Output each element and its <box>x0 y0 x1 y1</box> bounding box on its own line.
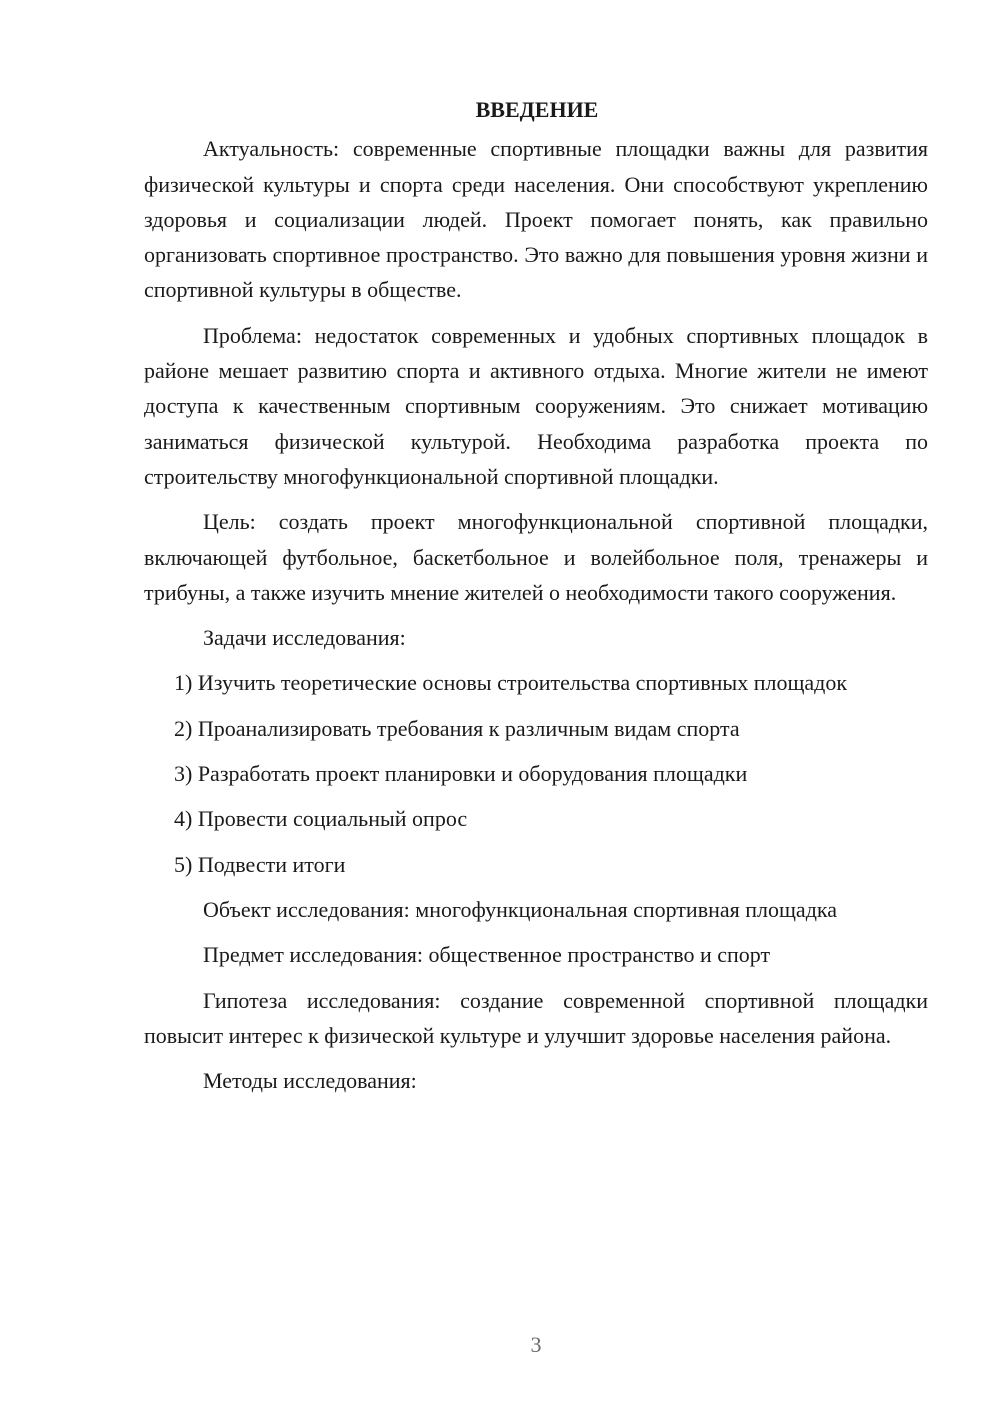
task-item-5: 5) Подвести итоги <box>174 851 346 877</box>
page-content <box>144 92 928 1108</box>
paragraph-subject: Предмет исследования: общественное пространство и спорт <box>203 942 771 968</box>
methods-heading: Методы исследования: <box>203 1068 417 1094</box>
paragraph-goal: Цель: создать проект многофункциональной спортивной площадки, включающей футбольное, баскетбольное и волейбольное поля, тренажеры и трибуны, а также изучить мнение жителей о необходимости такого сооружения. <box>144 509 928 605</box>
task-item-3: 3) Разработать проект планировки и оборудования площадки <box>174 761 748 787</box>
paragraph-hypothesis: Гипотеза исследования: создание современной спортивной площадки повысит интерес к физической культуре и улучшит здоровье населения района. <box>144 987 928 1048</box>
paragraph-problem: Проблема: недостаток современных и удобных спортивных площадок в районе мешает развитию спорта и активного отдыха. Многие жители не имеют доступа к качественным спортивным сооружениям. Это снижает мотивацию заниматься физической культурой. Необходима разработка проекта по строительству многофункциональной спортивной площадки. <box>144 322 928 489</box>
page-number: 3 <box>530 1332 542 1357</box>
task-item-1: 1) Изучить теоретические основы строительства спортивных площадок <box>174 670 848 696</box>
paragraph-relevance: Актуальность: современные спортивные площадки важны для развития физической культуры и спорта среди населения. Они способствуют укреплению здоровья и социализации людей. Проект помогает понять, как правильно организовать спортивное пространство. Это важно для повышения уровня жизни и спортивной культуры в обществе. <box>144 136 928 303</box>
section-title: ВВЕДЕНИЕ <box>475 97 599 122</box>
task-item-2: 2) Проанализировать требования к различным видам спорта <box>174 715 740 741</box>
task-item-4: 4) Провести социальный опрос <box>174 806 468 832</box>
paragraph-object: Объект исследования: многофункциональная спортивная площадка <box>203 896 838 922</box>
tasks-heading: Задачи исследования: <box>203 625 406 651</box>
